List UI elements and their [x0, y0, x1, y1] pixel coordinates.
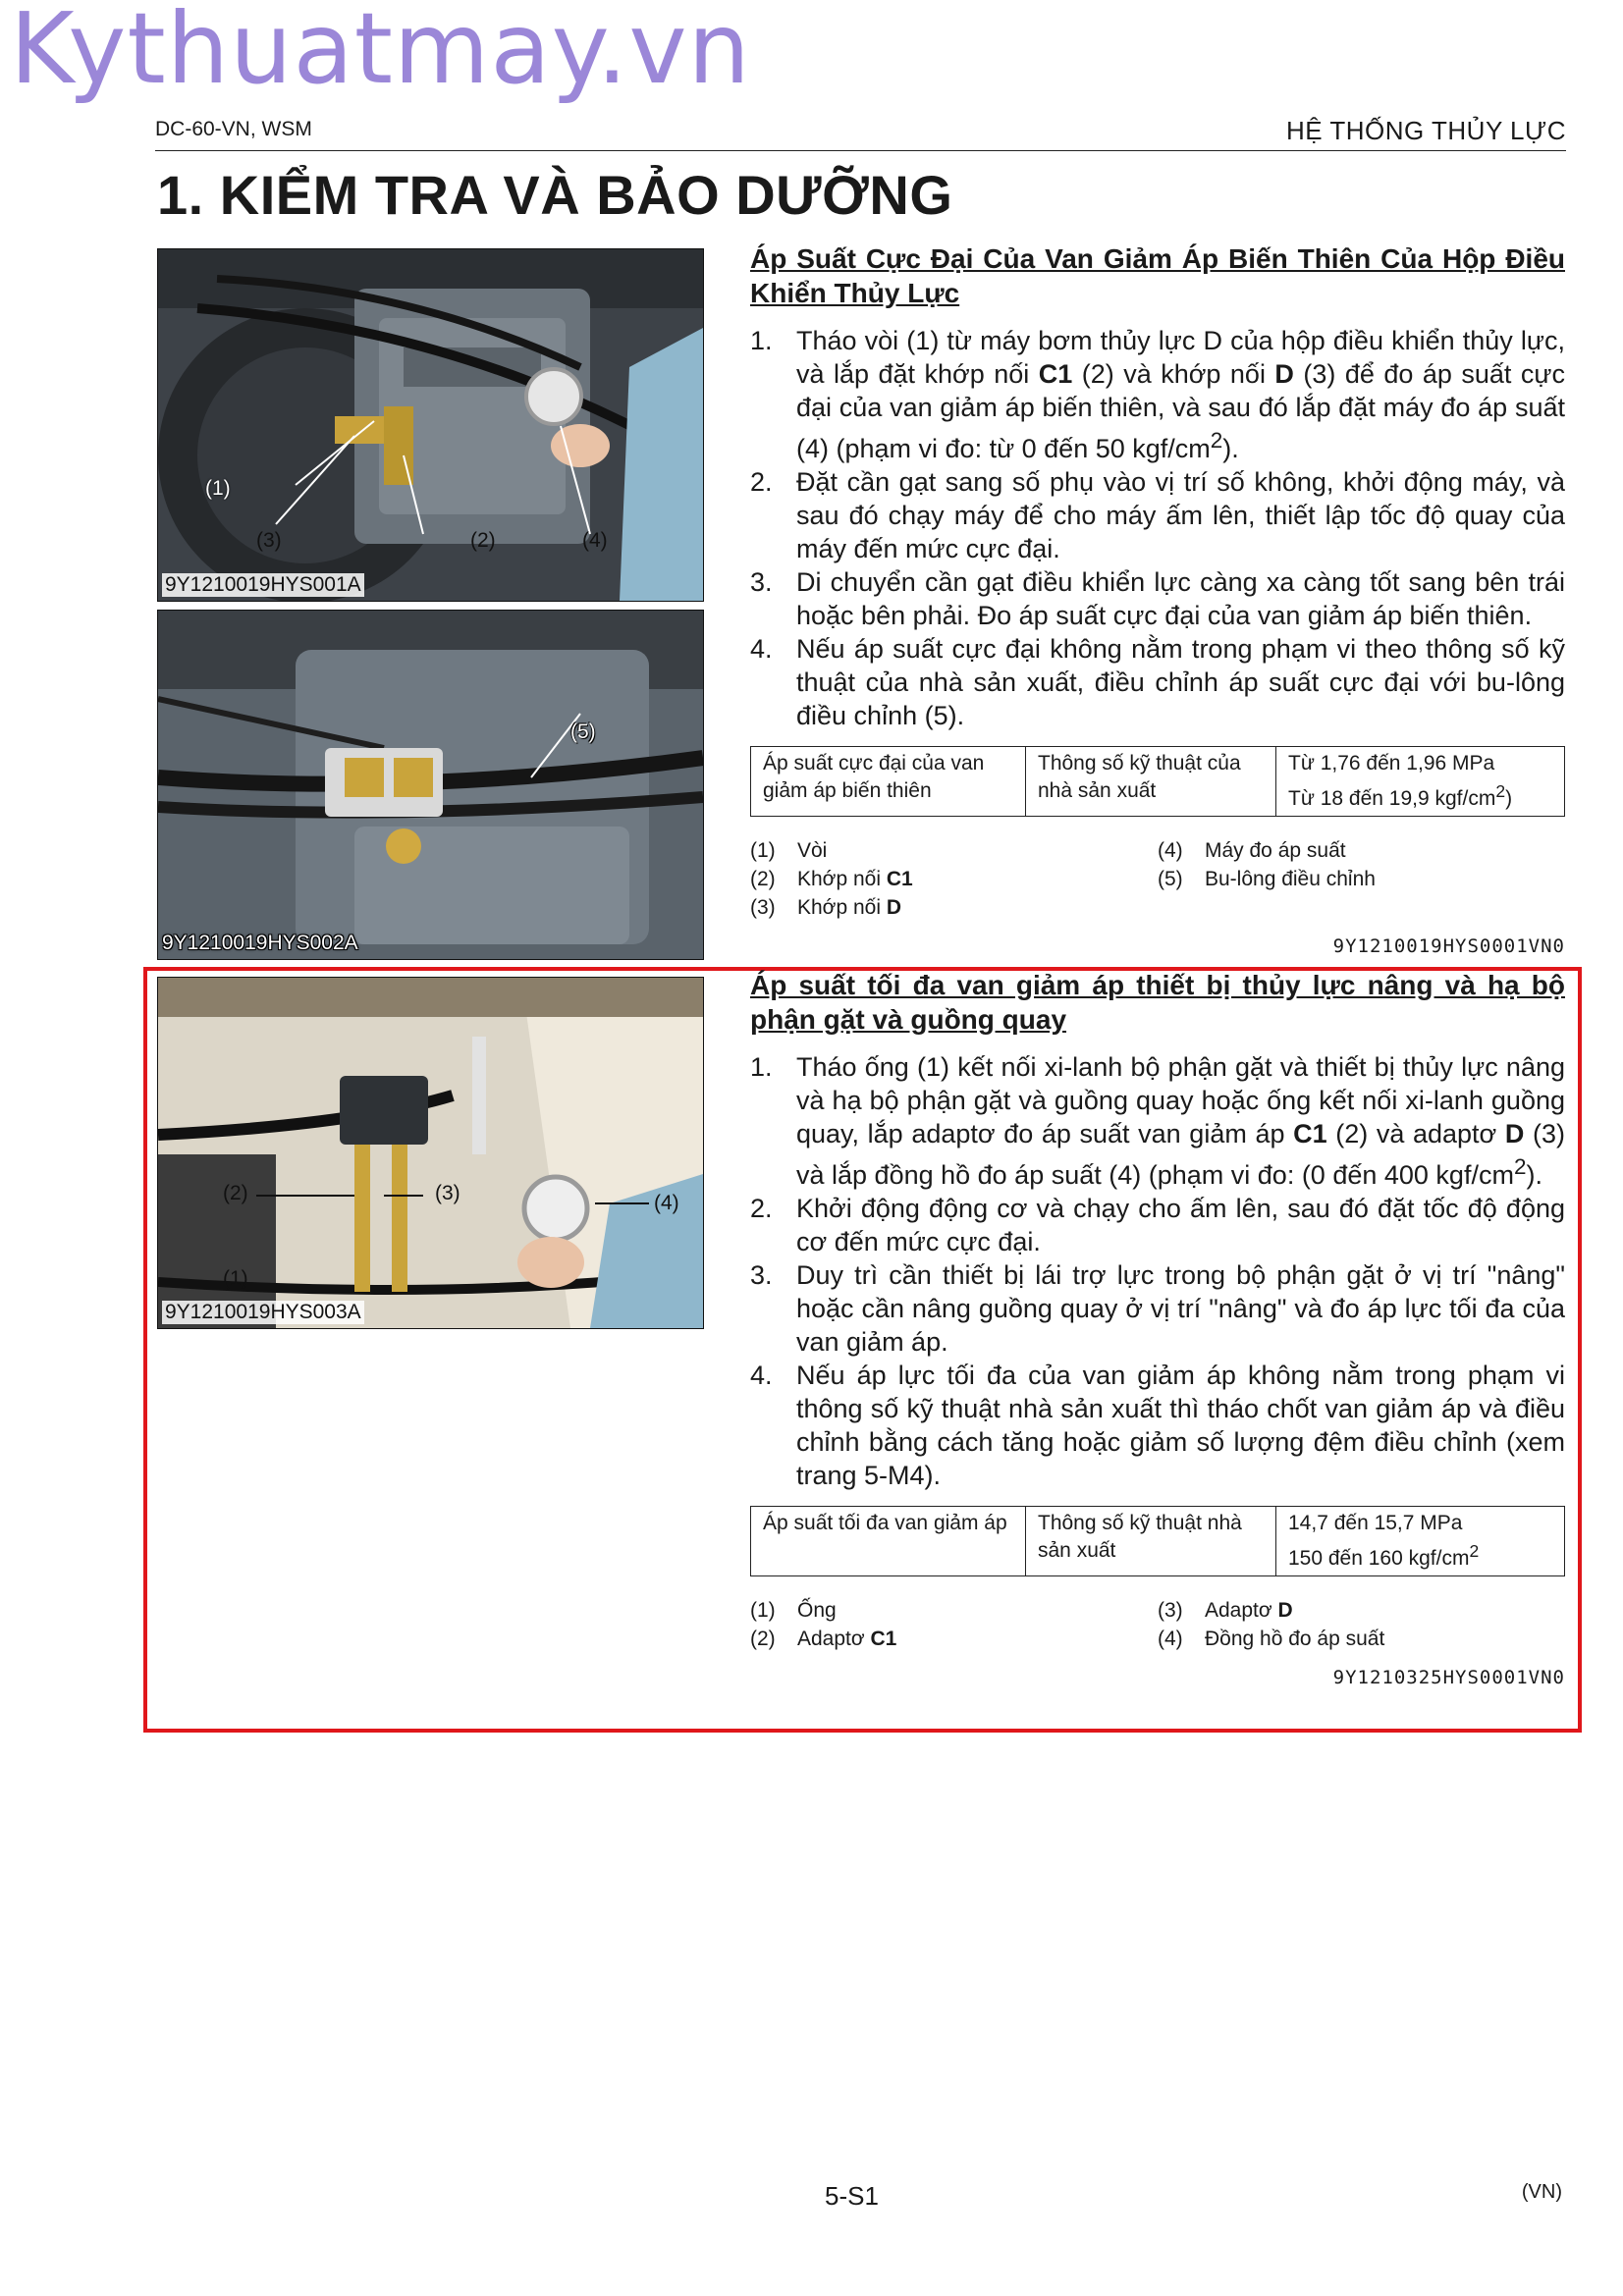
legend-item: (3) Khớp nối D [750, 896, 902, 919]
section-1 [750, 241, 1565, 957]
photo-3-callout-1: (1) [223, 1267, 248, 1290]
legend-item: (4) Máy đo áp suất [1158, 839, 1346, 862]
legend-item: (2) Adaptơ C1 [750, 1628, 897, 1650]
section-1-code: 9Y1210019HYS0001VN0 [1332, 935, 1565, 957]
section-2-steps [750, 1050, 1565, 1492]
spec-item: Áp suất cực đại của van giảm áp biến thiên [751, 747, 1026, 817]
photo-2 [157, 610, 704, 960]
photo-1-illustration [158, 249, 703, 601]
photo-3-callout-4: (4) [654, 1192, 679, 1214]
photo-2-caption: 9Y1210019HYS002A [162, 932, 358, 954]
photo-2-callout-5: (5) [570, 721, 596, 743]
section-2 [750, 968, 1565, 1688]
step-item: 4. Nếu áp suất cực đại không nằm trong phạm vi theo thông số kỹ thuật của nhà sản xuất, điều chỉnh áp suất cực đại với bu-lông điều chỉnh (5). [750, 634, 1565, 730]
spec-label: Thông số kỹ thuật của nhà sản xuất [1026, 747, 1276, 817]
legend-item: (4) Đồng hồ đo áp suất [1158, 1628, 1385, 1650]
photo-2-illustration [158, 611, 703, 959]
photo-1-callout-2: (2) [470, 529, 496, 552]
language-tag: (VN) [1521, 2181, 1562, 2203]
photo-1-callout-3: (3) [256, 529, 282, 552]
legend-item: (3) Adaptơ D [1158, 1599, 1293, 1622]
page-title: 1. KIỂM TRA VÀ BẢO DƯỠNG [157, 164, 953, 226]
section-2-title: Áp suất tối đa van giảm áp thiết bị thủy lực nâng và hạ bộ phận gặt và guồng quay [750, 970, 1565, 1035]
section-1-legend [750, 836, 1565, 922]
section-header: HỆ THỐNG THỦY LỰC [1286, 116, 1566, 145]
section-1-title: Áp Suất Cực Đại Của Van Giảm Áp Biến Thiên Của Hộp Điều Khiển Thủy Lực [750, 243, 1565, 308]
photo-3-caption: 9Y1210019HYS003A [162, 1301, 364, 1324]
legend-item: (5) Bu-lông điều chỉnh [1158, 868, 1376, 890]
section-2-code: 9Y1210325HYS0001VN0 [1332, 1667, 1565, 1688]
step-item: 2. Đặt cần gạt sang số phụ vào vị trí số không, khởi động máy, và sau đó chạy máy để cho máy ấm lên, thiết lập tốc độ quay của máy đến mức cực đại. [750, 467, 1565, 563]
section-2-legend [750, 1596, 1565, 1653]
step-item: 2. Khởi động động cơ và chạy cho ấm lên, sau đó đặt tốc độ động cơ đến mức cực đại. [750, 1194, 1565, 1256]
section-1-spec-table [750, 746, 1565, 817]
step-item: 1. Tháo ống (1) kết nối xi-lanh bộ phận gặt và thiết bị thủy lực nâng và hạ bộ phận gặt và guồng quay hoặc ống kết nối xi-lanh guồng quay, lắp adaptơ đo áp suất van giảm áp C1 (2) và adaptơ D (3) và lắp đồng hồ đo áp suất (4) (phạm vi đo: (0 đến 400 kgf/$cm^2$). [750, 1052, 1566, 1190]
spec-value: Từ 1,76 đến 1,96 MPa Từ 18 đến 19,9 kgf/$cm^2$) [1276, 747, 1565, 817]
step-item: 3. Duy trì cần thiết bị lái trợ lực trong bộ phận gặt ở vị trí "nâng" hoặc cần nâng guồng quay ở vị trí "nâng" và đo áp lực tối đa của van giảm áp. [750, 1260, 1565, 1357]
legend-item: (1) Ống [750, 1599, 837, 1622]
photo-1 [157, 248, 704, 602]
step-item: 3. Di chuyển cần gạt điều khiển lực càng xa càng tốt sang bên trái hoặc bên phải. Đo áp suất cực đại của van giảm áp biến thiên. [750, 567, 1565, 630]
photo-1-caption: 9Y1210019HYS001A [162, 573, 364, 597]
photo-1-callout-1: (1) [205, 477, 231, 500]
photo-3-callout-3: (3) [435, 1182, 460, 1204]
header-rule [155, 150, 1566, 151]
watermark-logo: Kythuatmay.vn [10, 0, 751, 106]
step-item: 1. Tháo vòi (1) từ máy bơm thủy lực D của hộp điều khiển thủy lực, và lắp đặt khớp nối C1 (2) và khớp nối D (3) để đo áp suất cực đại của van giảm áp biến thiên, và sau đó lắp đặt máy đo áp suất (4) (phạm vi đo: từ 0 đến 50 kgf/$cm^2$). [750, 326, 1565, 463]
photo-3 [157, 977, 704, 1329]
section-1-steps [750, 324, 1565, 732]
spec-value: 14,7 đến 15,7 MPa 150 đến 160 kgf/$cm^2$ [1276, 1507, 1565, 1576]
doc-code: DC-60-VN, WSM [155, 118, 312, 140]
spec-item: Áp suất tối đa van giảm áp [751, 1507, 1026, 1576]
photo-1-callout-4: (4) [582, 529, 608, 552]
spec-label: Thông số kỹ thuật nhà sản xuất [1026, 1507, 1276, 1576]
step-item: 4. Nếu áp lực tối đa của van giảm áp không nằm trong phạm vi thông số kỹ thuật nhà sản xuất thì tháo chốt van giảm áp và điều chỉnh bằng cách tăng hoặc giảm số lượng đệm điều chỉnh (xem trang 5-M4). [750, 1361, 1565, 1490]
legend-item: (2) Khớp nối C1 [750, 868, 913, 890]
photo-3-callout-2: (2) [223, 1182, 248, 1204]
page-number: 5-S1 [825, 2181, 879, 2211]
legend-item: (1) Vòi [750, 839, 828, 862]
section-2-spec-table [750, 1506, 1565, 1576]
